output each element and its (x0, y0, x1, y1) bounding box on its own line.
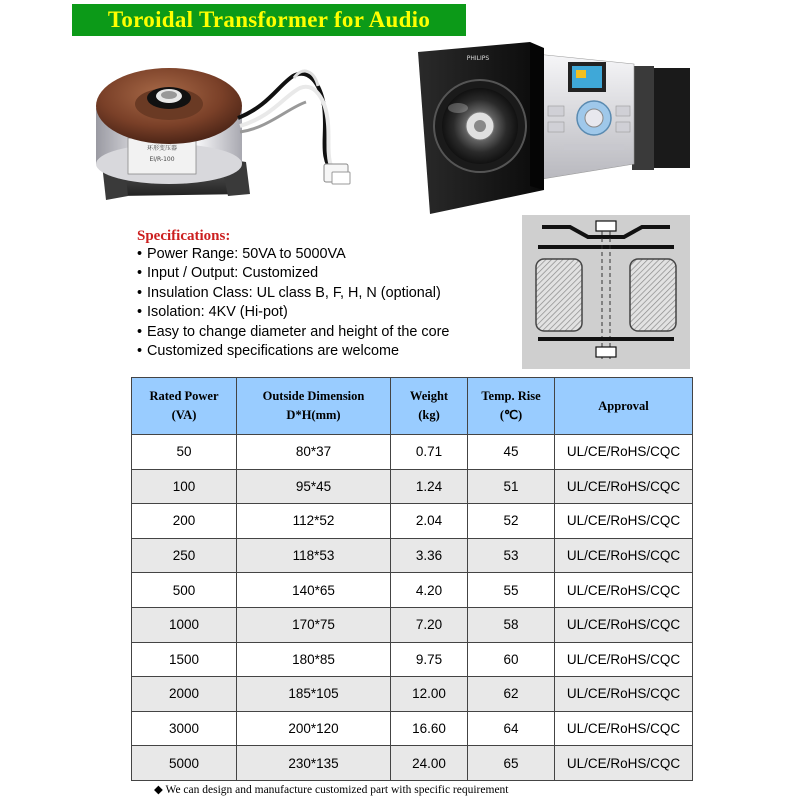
cell-outside-dimension: 200*120 (237, 711, 391, 746)
cell-weight: 1.24 (391, 469, 468, 504)
specifications-list (137, 245, 517, 361)
spec-item-customized: • Customized specifications are welcome (137, 342, 517, 361)
cell-outside-dimension: 112*52 (237, 504, 391, 539)
cell-rated-power: 1500 (132, 642, 237, 677)
audio-system-illustration (418, 40, 698, 216)
cell-temp-rise: 58 (468, 607, 555, 642)
spec-item-power-range: • Power Range: 50VA to 5000VA (137, 245, 517, 264)
cell-approval: UL/CE/RoHS/CQC (555, 573, 693, 608)
cell-rated-power: 5000 (132, 746, 237, 781)
cell-rated-power: 100 (132, 469, 237, 504)
cell-approval: UL/CE/RoHS/CQC (555, 711, 693, 746)
footnote: ◆ We can design and manufacture customized part with specific requirement (154, 784, 509, 796)
cell-approval: UL/CE/RoHS/CQC (555, 746, 693, 781)
cell-outside-dimension: 170*75 (237, 607, 391, 642)
cell-outside-dimension: 230*135 (237, 746, 391, 781)
spec-item-input-output: • Input / Output: Customized (137, 264, 517, 283)
cell-rated-power: 3000 (132, 711, 237, 746)
cell-approval: UL/CE/RoHS/CQC (555, 607, 693, 642)
svg-text:环形变压器: 环形变压器 (146, 145, 178, 152)
cell-rated-power: 500 (132, 573, 237, 608)
table-row (132, 711, 693, 746)
cell-temp-rise: 62 (468, 677, 555, 712)
cell-approval: UL/CE/RoHS/CQC (555, 504, 693, 539)
cell-outside-dimension: 118*53 (237, 538, 391, 573)
svg-text:EI/R-100: EI/R-100 (149, 156, 175, 163)
cell-weight: 12.00 (391, 677, 468, 712)
cell-outside-dimension: 80*37 (237, 435, 391, 470)
transformer-photo (88, 46, 388, 216)
cell-weight: 0.71 (391, 435, 468, 470)
cell-weight: 9.75 (391, 642, 468, 677)
spec-item-isolation: • Isolation: 4KV (Hi-pot) (137, 303, 517, 322)
cell-temp-rise: 53 (468, 538, 555, 573)
cell-rated-power: 50 (132, 435, 237, 470)
specifications-section (137, 228, 517, 361)
audio-system-photo (418, 40, 698, 216)
cell-weight: 2.04 (391, 504, 468, 539)
cell-weight: 24.00 (391, 746, 468, 781)
header-rated-power: Rated Power (VA) (132, 378, 237, 435)
cell-rated-power: 250 (132, 538, 237, 573)
table-row (132, 538, 693, 573)
table-row (132, 677, 693, 712)
cell-approval: UL/CE/RoHS/CQC (555, 469, 693, 504)
header-approval: Approval (555, 378, 693, 435)
cell-approval: UL/CE/RoHS/CQC (555, 435, 693, 470)
cell-approval: UL/CE/RoHS/CQC (555, 538, 693, 573)
cell-weight: 3.36 (391, 538, 468, 573)
cell-outside-dimension: 185*105 (237, 677, 391, 712)
cell-outside-dimension: 180*85 (237, 642, 391, 677)
cell-temp-rise: 64 (468, 711, 555, 746)
table-row (132, 504, 693, 539)
cell-weight: 4.20 (391, 573, 468, 608)
cell-temp-rise: 60 (468, 642, 555, 677)
table-row (132, 642, 693, 677)
cell-outside-dimension: 140*65 (237, 573, 391, 608)
page-title-banner: Toroidal Transformer for Audio (72, 4, 466, 36)
cell-temp-rise: 45 (468, 435, 555, 470)
cell-temp-rise: 51 (468, 469, 555, 504)
specifications-title: Specifications: (137, 228, 231, 244)
cell-weight: 16.60 (391, 711, 468, 746)
cell-rated-power: 1000 (132, 607, 237, 642)
table-row (132, 435, 693, 470)
brand-logo-text: PHILIPS (466, 55, 490, 62)
spec-item-insulation-class: • Insulation Class: UL class B, F, H, N (optional) (137, 284, 517, 303)
cell-rated-power: 2000 (132, 677, 237, 712)
table-row (132, 573, 693, 608)
cell-temp-rise: 55 (468, 573, 555, 608)
table-row (132, 607, 693, 642)
header-temp-rise: Temp. Rise (℃) (468, 378, 555, 435)
cell-temp-rise: 65 (468, 746, 555, 781)
cell-approval: UL/CE/RoHS/CQC (555, 642, 693, 677)
cell-weight: 7.20 (391, 607, 468, 642)
rating-table (131, 377, 693, 781)
transformer-cross-section-diagram (522, 215, 690, 369)
header-weight: Weight (kg) (391, 378, 468, 435)
cell-rated-power: 200 (132, 504, 237, 539)
header-outside-dimension: Outside Dimension D*H(mm) (237, 378, 391, 435)
table-row (132, 746, 693, 781)
table-row (132, 469, 693, 504)
cell-approval: UL/CE/RoHS/CQC (555, 677, 693, 712)
cross-section-drawing (522, 215, 690, 369)
spec-item-core-change: • Easy to change diameter and height of the core (137, 323, 517, 342)
table-header-row (132, 378, 693, 435)
transformer-illustration (88, 46, 388, 216)
cell-outside-dimension: 95*45 (237, 469, 391, 504)
cell-temp-rise: 52 (468, 504, 555, 539)
